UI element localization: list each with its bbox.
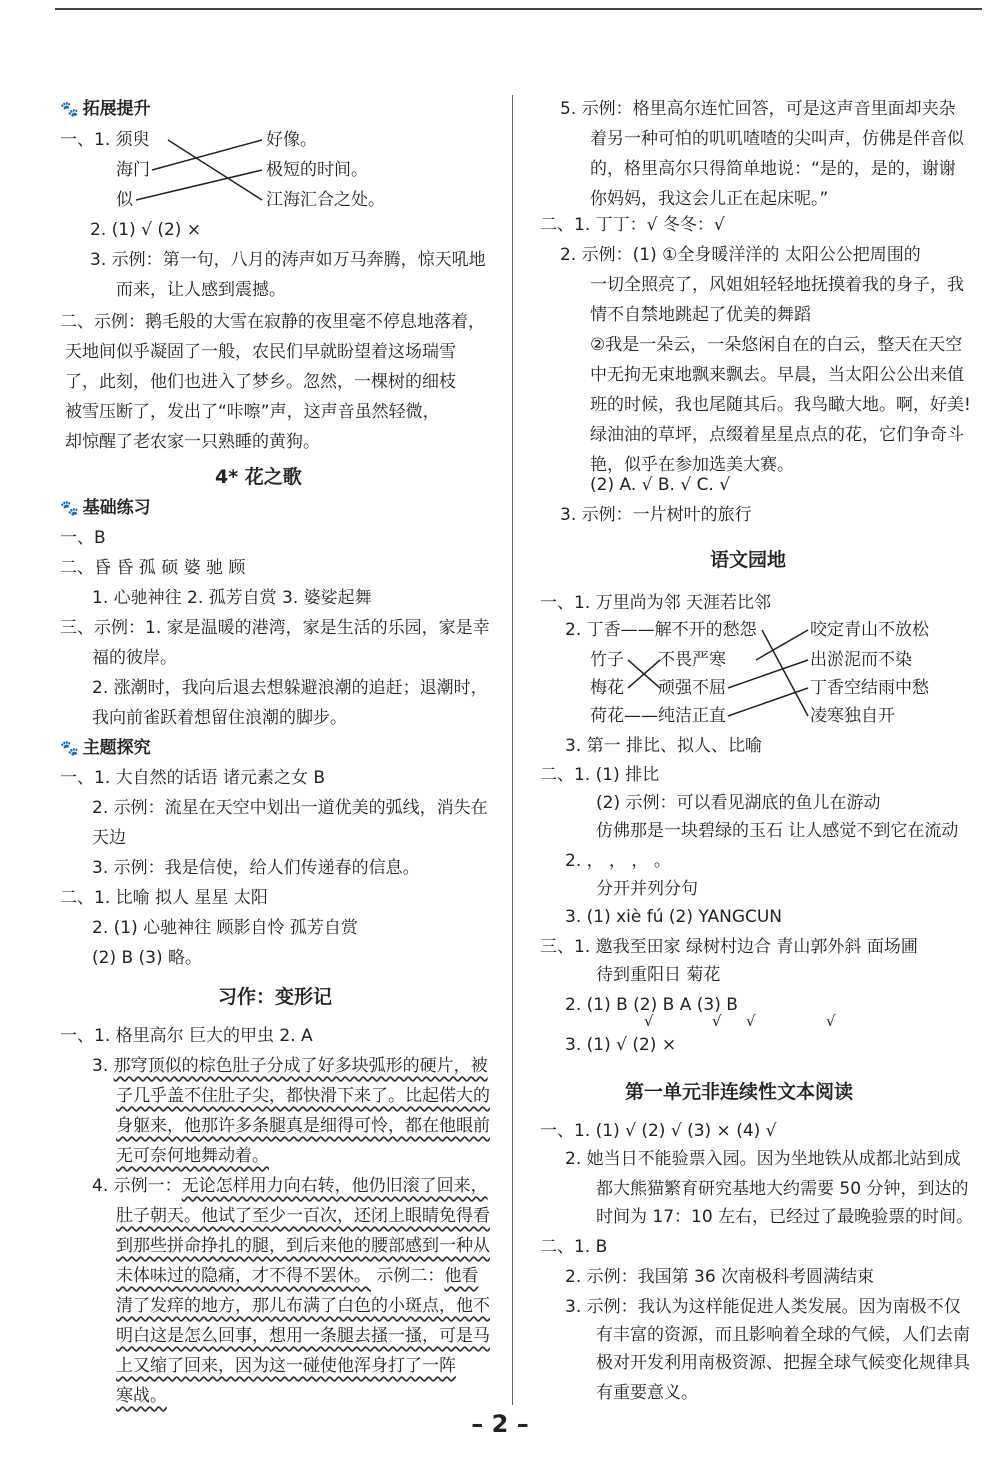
text-line: 身躯来，他那许多条腿真是细得可怜，都在他眼前 — [116, 1116, 490, 1136]
text-line: 2. (1) B (2) B A (3) B — [565, 995, 738, 1015]
text-line: 凌寒独自开 — [810, 706, 895, 726]
text-line: 不畏严寒 — [658, 650, 726, 670]
text-line: 咬定青山不放松 — [810, 620, 929, 640]
text-line: 2. 丁香——解不开的愁怨 — [565, 620, 757, 640]
lesson-title: 4* 花之歌 — [215, 466, 302, 488]
text-line: 一切全照亮了，风姐姐轻轻地抚摸着我的身子，我 — [590, 275, 964, 295]
check-mark: √ — [746, 1012, 756, 1030]
text-line: 情不自禁地跳起了优美的舞蹈 — [590, 305, 811, 325]
text-line: 2. 涨潮时，我向后退去想躲避浪潮的追赶；退潮时， — [92, 678, 488, 698]
text-line: 二、1. (1) 排比 — [540, 765, 660, 785]
text-line: 仿佛那是一块碧绿的玉石 让人感觉不到它在流动 — [596, 821, 959, 841]
text-line: 4. 示例一：无论怎样用力向右转，他仍旧滚了回来， — [92, 1176, 488, 1196]
check-mark: √ — [826, 1012, 836, 1030]
text-line: 上又缩了回来，因为这一碰使他浑身打了一阵 — [116, 1356, 456, 1376]
text-line: 分开并列分句 — [596, 879, 698, 899]
paw-icon: 🐾 — [60, 100, 79, 118]
text-line: 一、1. 须臾 — [60, 130, 150, 150]
text-line: 出淤泥而不染 — [810, 650, 912, 670]
text-line: 中无拘无束地飘来飘去。早晨，当太阳公公出来值 — [590, 365, 964, 385]
text-line: 了，此刻，他们也进入了梦乡。忽然，一棵树的细枝 — [65, 372, 456, 392]
text-line: 却惊醒了老农家一只熟睡的黄狗。 — [65, 432, 320, 452]
text-line: 3. 那穹顶似的棕色肚子分成了好多块弧形的硬片，被 — [92, 1056, 488, 1076]
paw-icon: 🐾 — [60, 499, 79, 517]
text-line: 1. 心驰神往 2. 孤芳自赏 3. 婆娑起舞 — [92, 588, 372, 608]
text-line: 梅花 — [590, 678, 624, 698]
text-line: (2) B (3) 略。 — [92, 948, 203, 968]
text-line: 顽强不屈 — [658, 678, 726, 698]
check-mark: √ — [712, 1012, 722, 1030]
text-line: 二、昏 昏 孤 硕 婆 驰 顾 — [60, 558, 246, 578]
text-line: 班的时候，我也尾随其后。我鸟瞰大地。啊，好美! — [590, 395, 971, 415]
text-line: 一、1. 大自然的话语 诸元素之女 B — [60, 768, 326, 788]
text-line: 丁香空结雨中愁 — [810, 678, 929, 698]
text-line: 5. 示例：格里高尔连忙回答，可是这声音里面却夹杂 — [560, 99, 956, 119]
text-line: 子几乎盖不住肚子尖，都快滑下来了。比起偌大的 — [116, 1086, 490, 1106]
text-line: 清了发痒的地方，那儿布满了白色的小斑点，他不 — [116, 1296, 490, 1316]
text-line: 江海汇合之处。 — [266, 190, 385, 210]
text-line: 极短的时间。 — [266, 160, 368, 180]
text-line: (2) A. √ B. √ C. √ — [590, 475, 731, 495]
text-line: 都大熊猫繁育研究基地大约需要 50 分钟，到达的 — [596, 1179, 969, 1199]
lesson-title: 习作：变形记 — [218, 986, 333, 1008]
lesson-title: 语文园地 — [710, 549, 787, 571]
text-line: 3. (1) xiè fú (2) YANGCUN — [565, 907, 783, 927]
paw-icon: 🐾 — [60, 739, 79, 757]
text-line: 海门 — [116, 160, 150, 180]
text-line: 3. 示例：一片树叶的旅行 — [560, 505, 752, 525]
text-line: 而来，让人感到震撼。 — [116, 280, 286, 300]
check-mark: √ — [644, 1012, 654, 1030]
text-line: 三、示例：1. 家是温暖的港湾，家是生活的乐园，家是幸 — [60, 618, 490, 638]
text-line: 2. ， ， ， 。 — [565, 851, 671, 871]
lesson-title: 第一单元非连续性文本阅读 — [625, 1081, 854, 1103]
text-line: 福的彼岸。 — [92, 648, 177, 668]
text-line: ②我是一朵云，一朵悠闲自在的白云，整天在天空 — [590, 335, 963, 355]
text-line: 一、1. 万里尚为邻 天涯若比邻 — [540, 593, 772, 613]
text-line: 3. 示例：我是信使，给人们传递春的信息。 — [92, 858, 420, 878]
section-heading: 🐾 拓展提升 — [60, 99, 151, 119]
text-line: 无可奈何地舞动着。 — [116, 1146, 269, 1166]
text-line: 二、1. 丁丁：√ 冬冬：√ — [540, 215, 725, 235]
text-line: 未体味过的隐痛，才不得不罢休。 示例二：他看 — [116, 1266, 479, 1286]
text-line: 2. 示例：流星在天空中划出一道优美的弧线，消失在 — [92, 798, 488, 818]
text-line: 好像。 — [266, 130, 317, 150]
text-line: 2. (1) 心驰神往 顾影自怜 孤芳自赏 — [92, 918, 358, 938]
text-line: 着另一种可怕的叽叽喳喳的尖叫声，仿佛是伴音似 — [590, 129, 964, 149]
text-line: 待到重阳日 菊花 — [596, 965, 721, 985]
text-line: 二、示例：鹅毛般的大雪在寂静的夜里毫不停息地落着， — [60, 312, 485, 332]
text-line: 3. 示例：第一句，八月的涛声如万马奔腾，惊天吼地 — [90, 250, 486, 270]
text-line: 2. (1) √ (2) × — [90, 220, 202, 240]
text-line: 天地间似乎凝固了一般，农民们早就盼望着这场瑞雪 — [65, 342, 456, 362]
text-line: 你妈妈，我这会儿正在起床呢。” — [590, 189, 829, 209]
text-line: 似 — [116, 190, 133, 210]
text-line: 天边 — [92, 828, 126, 848]
text-line: (2) 示例：可以看见湖底的鱼儿在游动 — [596, 793, 881, 813]
text-line: 有丰富的资源，而且影响着全球的气候，人们去南 — [596, 1325, 970, 1345]
text-line: 的，格里高尔只得简单地说：“是的，是的，谢谢 — [590, 159, 956, 179]
text-line: 3. 示例：我认为这样能促进人类发展。因为南极不仅 — [565, 1297, 961, 1317]
text-line: 竹子 — [590, 650, 624, 670]
text-line: 三、1. 邀我至田家 绿树村边合 青山郭外斜 面场圃 — [540, 937, 918, 957]
text-line: 一、1. 格里高尔 巨大的甲虫 2. A — [60, 1026, 313, 1046]
section-heading: 🐾 主题探究 — [60, 738, 151, 758]
text-line: 3. (1) √ (2) × — [565, 1035, 677, 1055]
text-line: 2. 示例：我国第 36 次南极科考圆满结束 — [565, 1267, 875, 1287]
text-line: 2. 她当日不能验票入园。因为坐地铁从成都北站到成 — [565, 1149, 961, 1169]
text-line: 被雪压断了，发出了“咔嚓”声，这声音虽然轻微， — [65, 402, 440, 422]
text-line: 明白这是怎么回事，想用一条腿去搔一搔，可是马 — [116, 1326, 490, 1346]
page-number: – 2 – — [471, 1410, 529, 1438]
text-line: 2. 示例：(1) ①全身暖洋洋的 太阳公公把周围的 — [560, 245, 921, 265]
text-line: 艳，似乎在参加选美大赛。 — [590, 455, 794, 475]
text-line: 肚子朝天。他试了至少一百次，还闭上眼睛免得看 — [116, 1206, 490, 1226]
text-line: 我向前雀跃着想留住浪潮的脚步。 — [92, 708, 347, 728]
text-line: 一、1. (1) √ (2) √ (3) × (4) √ — [540, 1121, 777, 1141]
text-line: 3. 第一 排比、拟人、比喻 — [565, 736, 763, 756]
text-line: 荷花——纯洁正直 — [590, 706, 726, 726]
text-line: 极对开发利用南极资源、把握全球气候变化规律具 — [596, 1353, 970, 1373]
text-line: 二、1. B — [540, 1237, 608, 1257]
section-heading: 🐾 基础练习 — [60, 498, 151, 518]
text-line: 一、B — [60, 528, 106, 548]
text-line: 有重要意义。 — [596, 1383, 698, 1403]
text-line: 二、1. 比喻 拟人 星星 太阳 — [60, 888, 268, 908]
text-line: 时间为 17：10 左右，已经过了最晚验票的时间。 — [596, 1207, 974, 1227]
text-line: 寒战。 — [116, 1386, 167, 1406]
text-line: 到那些拼命挣扎的腿，到后来他的腰部感到一种从 — [116, 1236, 490, 1256]
text-line: 绿油油的草坪，点缀着星星点点的花，它们争奇斗 — [590, 425, 964, 445]
